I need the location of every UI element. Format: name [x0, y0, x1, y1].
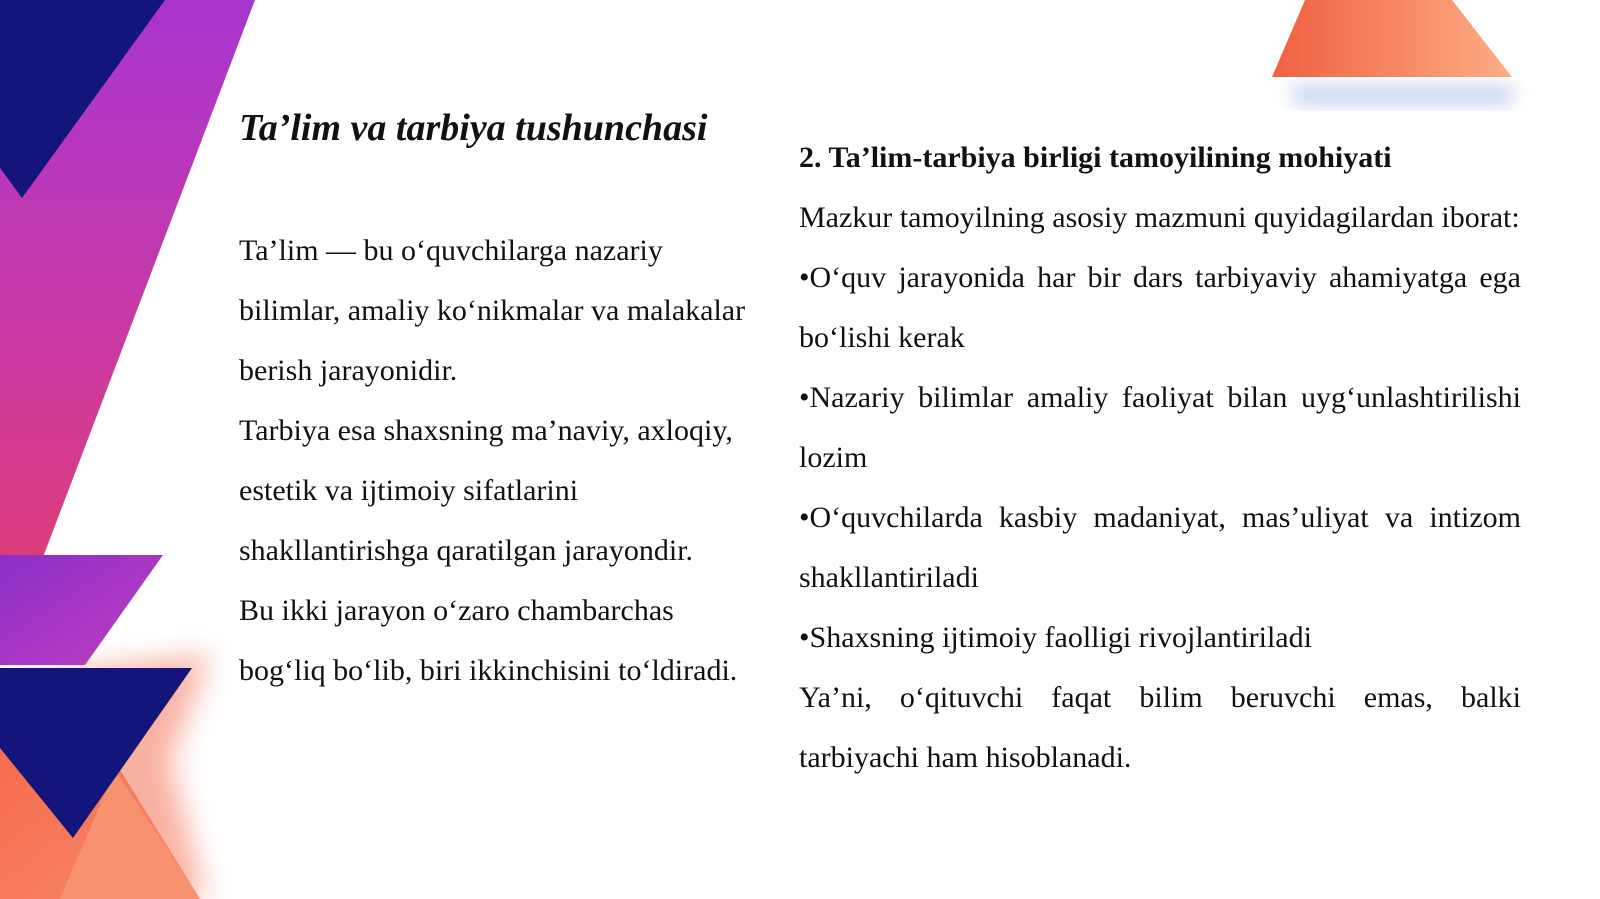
bullet-item: •O‘quvchilarda kasbiy madaniyat, mas’uliyat va intizom shakllantiriladi: [799, 501, 1521, 594]
bullet-item: •Nazariy bilimlar amaliy faoliyat bilan uyg‘unlashtirilishi lozim: [799, 381, 1521, 474]
bullet-item: •O‘quv jarayonida har bir dars tarbiyaviy ahamiyatga ega bo‘lishi kerak: [799, 261, 1521, 354]
blue-shadow-shape: [1290, 85, 1515, 105]
intro-paragraph: Mazkur tamoyilning asosiy mazmuni quyidagilardan iborat:: [799, 201, 1520, 234]
right-text-block: [799, 128, 1521, 788]
slide-title: Ta’lim va tarbiya tushunchasi: [239, 107, 708, 149]
coral-top-right-shape: [1272, 0, 1512, 77]
relationship-paragraph: Bu ikki jarayon o‘zaro chambarchas bog‘liq bo‘lib, biri ikkinchisini to‘ldiradi.: [239, 594, 738, 687]
talim-definition-paragraph: Ta’lim — bu o‘quvchilarga nazariy bilimlar, amaliy ko‘nikmalar va malakalar berish jarayonidir.: [239, 234, 746, 387]
bullet-item: •Shaxsning ijtimoiy faolligi rivojlantiriladi: [799, 621, 1312, 654]
tarbiya-definition-paragraph: Tarbiya esa shaxsning ma’naviy, axloqiy, estetik va ijtimoiy sifatlarini shakllantirishga qaratilgan jarayondir.: [239, 414, 733, 567]
section-heading: 2. Ta’lim-tarbiya birligi tamoyilining mohiyati: [799, 141, 1392, 174]
left-text-block: [239, 221, 759, 701]
conclusion-paragraph: Ya’ni, o‘qituvchi faqat bilim beruvchi emas, balki tarbiyachi ham hisoblanadi.: [799, 681, 1521, 774]
purple-small-triangle-shape: [0, 555, 163, 665]
